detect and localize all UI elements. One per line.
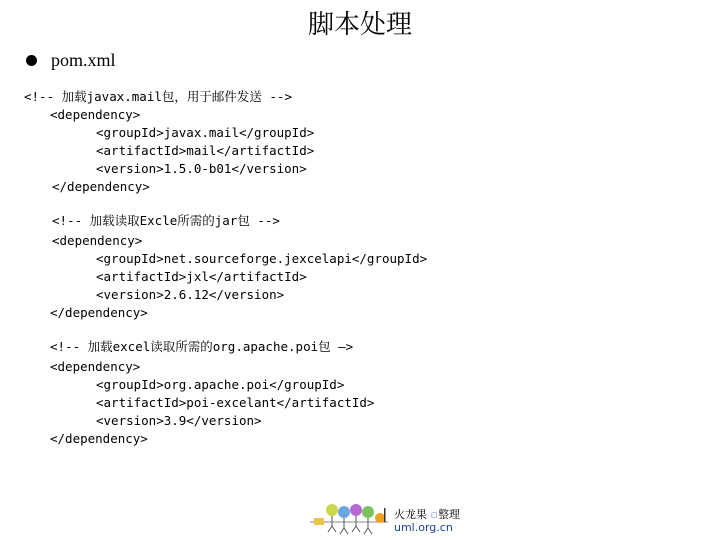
code-line: </dependency>	[50, 431, 148, 446]
code-line: </dependency>	[50, 305, 148, 320]
bullet-text: pom.xml	[51, 49, 116, 70]
code-comment: <!-- 加载javax.mail包，用于邮件发送 -->	[24, 89, 292, 104]
code-line: <groupId>org.apache.poi</groupId>	[96, 377, 345, 392]
code-line: <artifactId>jxl</artifactId>	[96, 269, 307, 284]
code-line: <artifactId>poi-excelant</artifactId>	[96, 395, 375, 410]
code-line: <dependency>	[50, 107, 141, 122]
code-line: <groupId>net.sourceforge.jexcelapi</groupId>	[96, 251, 428, 266]
code-comment: <!-- 加载读取Excle所需的jar包 -->	[52, 213, 280, 228]
bullet-dot-icon	[26, 55, 37, 66]
code-line: <version>1.5.0-b01</version>	[96, 161, 307, 176]
code-line: <version>2.6.12</version>	[96, 287, 285, 302]
code-line: <artifactId>mail</artifactId>	[96, 143, 315, 158]
code-line: <groupId>javax.mail</groupId>	[96, 125, 315, 140]
logo-url-text: uml.org.cn	[394, 521, 453, 534]
code-comment: <!-- 加载excel读取所需的org.apache.poi包 —>	[50, 339, 354, 354]
code-line: </dependency>	[52, 179, 150, 194]
bullet-item	[26, 48, 116, 72]
code-line: <dependency>	[50, 359, 141, 374]
slide-title: 脚本处理	[307, 10, 412, 40]
code-line: <version>3.9</version>	[96, 413, 262, 428]
code-line: <dependency>	[52, 233, 143, 248]
logo-cn-text: 火龙果 ▫整理	[394, 508, 460, 521]
